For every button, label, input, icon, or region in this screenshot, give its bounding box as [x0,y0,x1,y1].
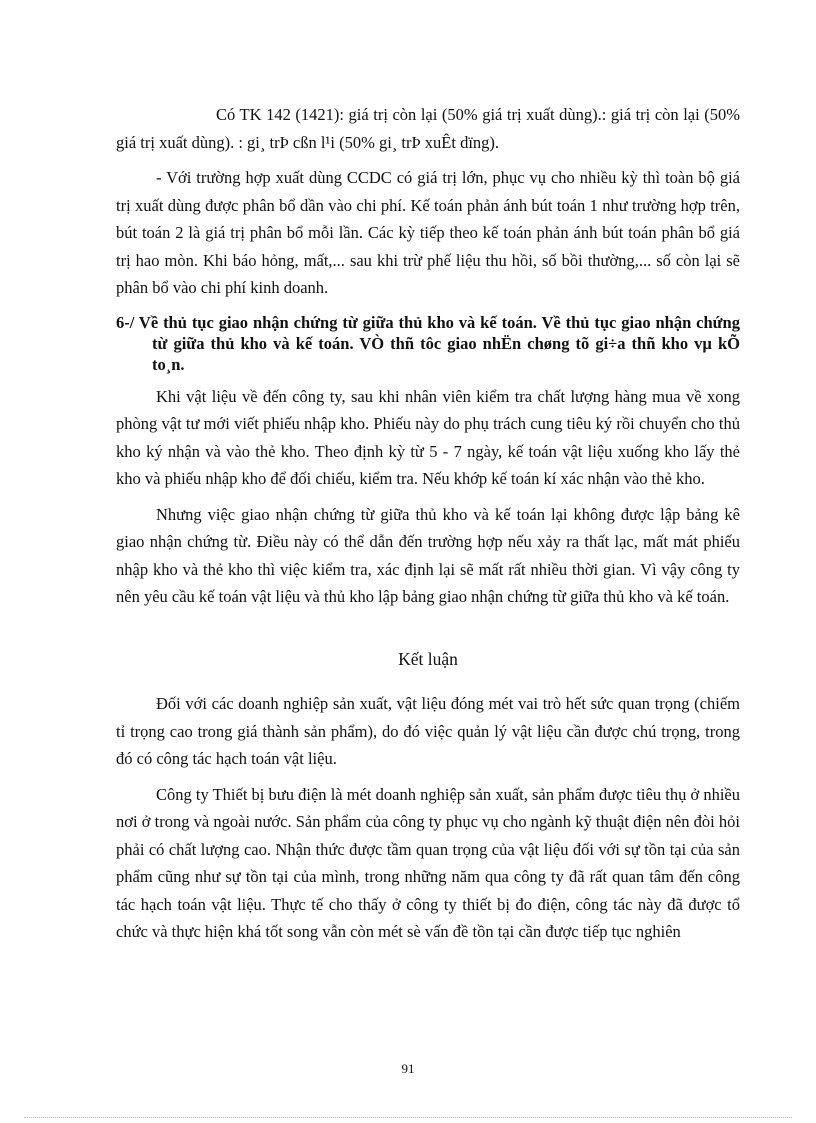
body-paragraph: - Với trường hợp xuất dùng CCDC có giá trị lớn, phục vụ cho nhiều kỳ thì toàn bộ giá trị xuất dùng được phân bổ dần vào chi phí. Kế toán phản ánh bút toán 1 như trường hợp trên, bút toán 2 là giá trị phân bổ mỗi lần. Các kỳ tiếp theo kế toán phản ánh bút toán phân bổ giá trị hao mòn. Khi báo hỏng, mất,... sau khi trừ phế liệu thu hồi, số bồi thường,... số còn lại sẽ phân bổ vào chi phí kinh doanh. [116,168,740,297]
body-paragraph: Khi vật liệu về đến công ty, sau khi nhân viên kiểm tra chất lượng hàng mua về xong phòng vật tư mới viết phiếu nhập kho. Phiếu này do phụ trách cung tiêu ký rồi chuyển cho thủ kho ký nhận và vào thẻ kho. Theo định kỳ từ 5 - 7 ngày, kế toán vật liệu xuống kho lấy thẻ kho và phiếu nhập kho để đối chiếu, kiểm tra. Nếu khớp kế toán kí xác nhận vào thẻ kho. [116,386,740,488]
accounting-entry-line: Có TK 142 (1421): giá trị còn lại (50% giá trị xuất dùng).: giá trị còn lại (50% giá trị xuất dùng). : gi¸ trÞ cßn l¹i (50% gi¸ trÞ xuÊt dïng). [116,105,740,152]
body-paragraph: Đối với các doanh nghiệp sản xuất, vật liệu đóng mét vai trò hết sức quan trọng (chiếm tỉ trọng cao trong giá thành sản phẩm), do đó việc quản lý vật liệu cần được chú trọng, trong đó có công tác hạch toán vật liệu. [116,694,740,768]
body-paragraph: Công ty Thiết bị bưu điện là mét doanh nghiệp sản xuất, sản phẩm được tiêu thụ ở nhiều nơi ở trong và ngoài nước. Sản phẩm của công ty phục vụ cho ngành kỹ thuật điện nên đòi hỏi phải có chất lượng cao. Nhận thức được tầm quan trọng của vật liệu đối với sự tồn tại của sản phẩm cũng như sự tồn tại của mình, trong những năm qua công ty đã rất quan tâm đến công tác hạch toán vật liệu. Thực tế cho thấy ở công ty thiết bị đo điện, công tác này đã được tổ chức và thực hiện khá tốt song vẫn còn mét sè vấn đề tồn tại cần được tiếp tục nghiên [116,784,740,941]
page-body [116,101,740,946]
section-heading: 6-/ Về thủ tục giao nhận chứng từ giữa thủ kho và kế toán. Về thủ tục giao nhận chứng từ giữa thủ kho và kế toán. VÒ thñ tôc giao nhËn chøng tõ gi÷a thñ kho vµ kÕ to¸n. [116,312,740,374]
body-paragraph: Nhưng việc giao nhận chứng từ giữa thủ kho và kế toán lại không được lập bảng kê giao nhận chứng từ. Điều này có thể dẫn đến trường hợp nếu xảy ra thất lạc, mất mát phiếu nhập kho và thẻ kho thì việc kiểm tra, xác định lại sẽ mất rất nhiều thời gian. Vì vậy công ty nên yêu cầu kế toán vật liệu và thủ kho lập bảng giao nhận chứng từ giữa thủ kho và kế toán. [116,504,740,606]
page-bottom-divider [24,1117,792,1118]
conclusion-title: Kết luận [398,648,458,669]
page-number: 91 [401,1061,415,1076]
